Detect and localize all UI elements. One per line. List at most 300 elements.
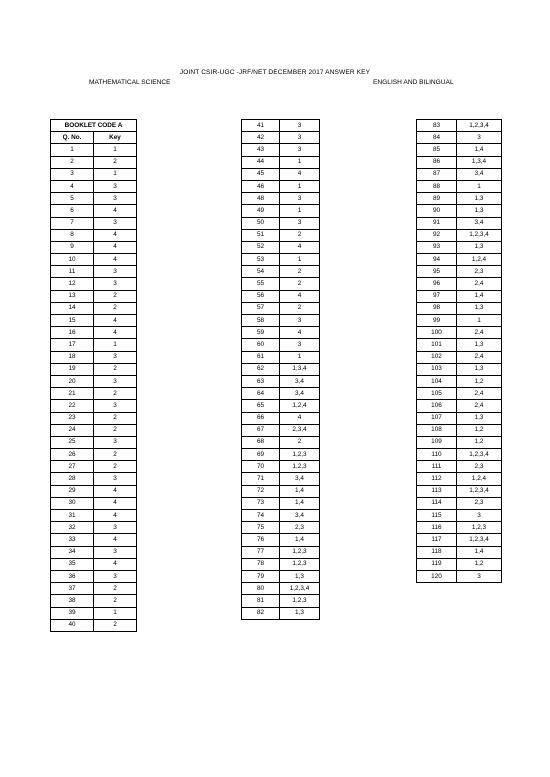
question-number: 87 xyxy=(417,168,457,180)
table-row xyxy=(51,241,137,253)
answer-key: 1,3 xyxy=(457,193,502,205)
question-number: 12 xyxy=(51,278,94,290)
question-number: 57 xyxy=(242,302,280,314)
table-row xyxy=(417,302,502,314)
question-number: 8 xyxy=(51,229,94,241)
table-row xyxy=(242,144,320,156)
table-row xyxy=(242,473,320,485)
table-row xyxy=(51,619,137,631)
question-number: 101 xyxy=(417,339,457,351)
question-number: 79 xyxy=(242,570,280,582)
table-row xyxy=(51,558,137,570)
column-header-row xyxy=(51,132,137,144)
question-number: 30 xyxy=(51,497,94,509)
answer-key: 4 xyxy=(280,412,320,424)
answer-key: 1,3,4 xyxy=(457,156,502,168)
table-row xyxy=(51,363,137,375)
answer-key: 3 xyxy=(94,473,137,485)
question-number: 69 xyxy=(242,449,280,461)
answer-key: 2 xyxy=(94,302,137,314)
answer-key: 2 xyxy=(280,266,320,278)
question-number: 49 xyxy=(242,205,280,217)
table-row xyxy=(417,388,502,400)
answer-key: 1,2,3 xyxy=(280,449,320,461)
answer-key: 1,4 xyxy=(457,144,502,156)
question-number: 35 xyxy=(51,558,94,570)
answer-key: 2,3 xyxy=(280,522,320,534)
question-number: 86 xyxy=(417,156,457,168)
question-number: 109 xyxy=(417,436,457,448)
question-number: 11 xyxy=(51,266,94,278)
answer-key: 1,4 xyxy=(280,485,320,497)
table-row xyxy=(242,534,320,546)
table-row xyxy=(242,546,320,558)
table-row xyxy=(242,436,320,448)
table-row xyxy=(417,120,502,132)
answer-key: 1,3 xyxy=(280,570,320,582)
table-row xyxy=(242,132,320,144)
question-number: 66 xyxy=(242,412,280,424)
table-row xyxy=(417,132,502,144)
answer-key-table-2 xyxy=(241,119,320,620)
answer-key: 1,2 xyxy=(457,558,502,570)
answer-key: 3 xyxy=(94,436,137,448)
answer-key: 1 xyxy=(280,351,320,363)
table-row xyxy=(51,290,137,302)
question-number: 18 xyxy=(51,351,94,363)
table-row xyxy=(242,461,320,473)
table-row xyxy=(51,351,137,363)
table-row xyxy=(242,290,320,302)
answer-key: 3 xyxy=(280,120,320,132)
table-row xyxy=(417,315,502,327)
table-row xyxy=(242,229,320,241)
answer-key: 1,2,4 xyxy=(457,254,502,266)
table-row xyxy=(417,241,502,253)
answer-key: 1 xyxy=(280,156,320,168)
table-row xyxy=(51,546,137,558)
table-row xyxy=(51,412,137,424)
question-number: 117 xyxy=(417,534,457,546)
question-number: 120 xyxy=(417,570,457,582)
table-row xyxy=(51,595,137,607)
question-number: 24 xyxy=(51,424,94,436)
answer-key: 2 xyxy=(280,229,320,241)
subject-label: MATHEMATICAL SCIENCE xyxy=(89,79,171,86)
answer-key: 1,2 xyxy=(457,375,502,387)
question-number: 33 xyxy=(51,534,94,546)
question-number: 111 xyxy=(417,461,457,473)
question-number: 4 xyxy=(51,180,94,192)
question-number: 27 xyxy=(51,461,94,473)
table-row xyxy=(417,144,502,156)
answer-key: 3,4 xyxy=(280,388,320,400)
question-number: 84 xyxy=(417,132,457,144)
answer-key: 3,4 xyxy=(280,473,320,485)
question-number: 93 xyxy=(417,241,457,253)
question-number: 72 xyxy=(242,485,280,497)
table-row xyxy=(51,302,137,314)
answer-key: 2 xyxy=(94,156,137,168)
answer-key: 2 xyxy=(280,436,320,448)
question-number: 76 xyxy=(242,534,280,546)
question-number: 97 xyxy=(417,290,457,302)
question-number: 90 xyxy=(417,205,457,217)
table-row xyxy=(242,315,320,327)
table-row xyxy=(51,485,137,497)
answer-key: 3,4 xyxy=(457,168,502,180)
answer-key: 1,2,3 xyxy=(280,461,320,473)
question-number: 96 xyxy=(417,278,457,290)
answer-key: 1,2,3 xyxy=(457,522,502,534)
table-row xyxy=(51,266,137,278)
answer-key: 1,3,4 xyxy=(280,363,320,375)
table-row xyxy=(51,315,137,327)
table-row xyxy=(242,278,320,290)
table-row xyxy=(242,339,320,351)
question-number: 10 xyxy=(51,254,94,266)
question-number: 82 xyxy=(242,607,280,619)
table-row xyxy=(51,156,137,168)
answer-key: 3,4 xyxy=(457,217,502,229)
question-number: 102 xyxy=(417,351,457,363)
answer-key: 3 xyxy=(94,375,137,387)
question-number: 88 xyxy=(417,180,457,192)
answer-key: 1,2,3,4 xyxy=(457,534,502,546)
table-row xyxy=(242,424,320,436)
question-number: 59 xyxy=(242,327,280,339)
question-number: 74 xyxy=(242,510,280,522)
table-row xyxy=(417,266,502,278)
table-row xyxy=(417,168,502,180)
table-row xyxy=(242,205,320,217)
table-row xyxy=(51,570,137,582)
answer-key: 2,4 xyxy=(457,400,502,412)
table-row xyxy=(242,120,320,132)
question-number: 46 xyxy=(242,180,280,192)
answer-key: 1 xyxy=(94,168,137,180)
answer-key: 1,4 xyxy=(457,546,502,558)
table-row xyxy=(417,522,502,534)
question-number: 110 xyxy=(417,449,457,461)
table-row xyxy=(417,558,502,570)
table-row xyxy=(242,217,320,229)
answer-key: 3 xyxy=(457,132,502,144)
column-header-qno: Q. No. xyxy=(51,132,94,144)
answer-key: 2 xyxy=(94,388,137,400)
question-number: 17 xyxy=(51,339,94,351)
answer-key: 3 xyxy=(280,217,320,229)
table-row xyxy=(242,510,320,522)
answer-key: 1,2,4 xyxy=(280,400,320,412)
table-row xyxy=(417,254,502,266)
question-number: 75 xyxy=(242,522,280,534)
table-row xyxy=(417,461,502,473)
table-row xyxy=(242,449,320,461)
table-row xyxy=(51,424,137,436)
table-row xyxy=(242,180,320,192)
question-number: 42 xyxy=(242,132,280,144)
answer-key: 2 xyxy=(280,278,320,290)
answer-key: 1,2,3,4 xyxy=(457,120,502,132)
answer-key: 2 xyxy=(94,461,137,473)
answer-key: 1 xyxy=(94,144,137,156)
question-number: 19 xyxy=(51,363,94,375)
question-number: 103 xyxy=(417,363,457,375)
table-row xyxy=(417,278,502,290)
question-number: 64 xyxy=(242,388,280,400)
answer-key: 1,2,4 xyxy=(457,473,502,485)
table-row xyxy=(417,290,502,302)
question-number: 23 xyxy=(51,412,94,424)
answer-key: 1,3 xyxy=(457,205,502,217)
table-row xyxy=(51,327,137,339)
table-row xyxy=(242,351,320,363)
question-number: 60 xyxy=(242,339,280,351)
table-row xyxy=(417,375,502,387)
question-number: 7 xyxy=(51,217,94,229)
answer-key: 4 xyxy=(94,497,137,509)
question-number: 99 xyxy=(417,315,457,327)
table-row xyxy=(242,522,320,534)
table-row xyxy=(51,400,137,412)
answer-key: 4 xyxy=(94,485,137,497)
medium-label: ENGLISH AND BILINGUAL xyxy=(373,79,454,86)
question-number: 68 xyxy=(242,436,280,448)
question-number: 48 xyxy=(242,193,280,205)
question-number: 95 xyxy=(417,266,457,278)
question-number: 37 xyxy=(51,583,94,595)
table-row xyxy=(242,193,320,205)
answer-key-table-1 xyxy=(50,119,137,632)
answer-key: 3 xyxy=(94,217,137,229)
answer-key: 1,3 xyxy=(457,412,502,424)
question-number: 6 xyxy=(51,205,94,217)
table-row xyxy=(51,193,137,205)
table-row xyxy=(417,412,502,424)
answer-key: 3 xyxy=(457,570,502,582)
question-number: 65 xyxy=(242,400,280,412)
table-row xyxy=(51,449,137,461)
question-number: 61 xyxy=(242,351,280,363)
answer-key: 2,3 xyxy=(457,266,502,278)
answer-key: 4 xyxy=(94,241,137,253)
answer-key: 4 xyxy=(280,327,320,339)
question-number: 85 xyxy=(417,144,457,156)
answer-key: 2,3 xyxy=(457,461,502,473)
question-number: 43 xyxy=(242,144,280,156)
table-row xyxy=(242,595,320,607)
table-row xyxy=(417,156,502,168)
answer-key: 1,4 xyxy=(280,534,320,546)
table-row xyxy=(51,144,137,156)
answer-key-table-3 xyxy=(416,119,502,583)
answer-key: 2,3 xyxy=(457,497,502,509)
table-row xyxy=(417,327,502,339)
question-number: 39 xyxy=(51,607,94,619)
table-row xyxy=(417,534,502,546)
answer-key: 3 xyxy=(94,180,137,192)
question-number: 25 xyxy=(51,436,94,448)
question-number: 5 xyxy=(51,193,94,205)
question-number: 77 xyxy=(242,546,280,558)
answer-key: 3 xyxy=(94,546,137,558)
question-number: 40 xyxy=(51,619,94,631)
answer-key: 2 xyxy=(94,583,137,595)
answer-key: 1,2,3,4 xyxy=(457,449,502,461)
answer-key: 4 xyxy=(280,241,320,253)
question-number: 78 xyxy=(242,558,280,570)
answer-key: 4 xyxy=(94,510,137,522)
answer-key: 4 xyxy=(94,205,137,217)
question-number: 52 xyxy=(242,241,280,253)
answer-key: 1 xyxy=(457,315,502,327)
table-row xyxy=(242,558,320,570)
question-number: 58 xyxy=(242,315,280,327)
question-number: 16 xyxy=(51,327,94,339)
table-row xyxy=(242,388,320,400)
table-row xyxy=(242,327,320,339)
question-number: 100 xyxy=(417,327,457,339)
question-number: 1 xyxy=(51,144,94,156)
answer-key: 2,4 xyxy=(457,278,502,290)
question-number: 20 xyxy=(51,375,94,387)
question-number: 107 xyxy=(417,412,457,424)
question-number: 34 xyxy=(51,546,94,558)
question-number: 26 xyxy=(51,449,94,461)
answer-key: 3 xyxy=(94,522,137,534)
question-number: 104 xyxy=(417,375,457,387)
question-number: 62 xyxy=(242,363,280,375)
table-row xyxy=(417,193,502,205)
question-number: 21 xyxy=(51,388,94,400)
answer-key: 3 xyxy=(280,315,320,327)
table-row xyxy=(242,302,320,314)
question-number: 80 xyxy=(242,583,280,595)
question-number: 116 xyxy=(417,522,457,534)
question-number: 55 xyxy=(242,278,280,290)
question-number: 36 xyxy=(51,570,94,582)
question-number: 108 xyxy=(417,424,457,436)
answer-key: 3 xyxy=(457,510,502,522)
answer-key: 3,4 xyxy=(280,375,320,387)
question-number: 91 xyxy=(417,217,457,229)
question-number: 83 xyxy=(417,120,457,132)
answer-key: 3 xyxy=(280,144,320,156)
question-number: 31 xyxy=(51,510,94,522)
question-number: 70 xyxy=(242,461,280,473)
question-number: 56 xyxy=(242,290,280,302)
question-number: 112 xyxy=(417,473,457,485)
table-row xyxy=(417,205,502,217)
table-row xyxy=(417,363,502,375)
answer-key: 1 xyxy=(94,607,137,619)
question-number: 14 xyxy=(51,302,94,314)
answer-key: 2,4 xyxy=(457,327,502,339)
table-row xyxy=(417,229,502,241)
answer-key: 1 xyxy=(94,339,137,351)
question-number: 54 xyxy=(242,266,280,278)
table-row xyxy=(51,436,137,448)
answer-key: 1,3 xyxy=(280,607,320,619)
table-row xyxy=(417,424,502,436)
answer-key: 3 xyxy=(94,278,137,290)
question-number: 71 xyxy=(242,473,280,485)
table-row xyxy=(51,510,137,522)
answer-key: 1,2,3 xyxy=(280,558,320,570)
answer-key: 1 xyxy=(457,180,502,192)
answer-key: 1,4 xyxy=(280,497,320,509)
table-row xyxy=(417,473,502,485)
question-number: 15 xyxy=(51,315,94,327)
table-row xyxy=(417,436,502,448)
table-row xyxy=(417,485,502,497)
answer-key: 2 xyxy=(94,412,137,424)
answer-key: 1,2,3,4 xyxy=(457,229,502,241)
answer-key: 1 xyxy=(280,205,320,217)
table-row xyxy=(51,217,137,229)
answer-key: 3 xyxy=(94,400,137,412)
table-row xyxy=(51,607,137,619)
answer-key: 2,4 xyxy=(457,388,502,400)
answer-key: 1 xyxy=(280,254,320,266)
table-row xyxy=(51,461,137,473)
question-number: 53 xyxy=(242,254,280,266)
answer-key: 1,3 xyxy=(457,302,502,314)
table-row xyxy=(51,388,137,400)
question-number: 119 xyxy=(417,558,457,570)
answer-key: 1 xyxy=(280,180,320,192)
table-row xyxy=(51,339,137,351)
question-number: 118 xyxy=(417,546,457,558)
answer-key: 2 xyxy=(94,449,137,461)
table-row xyxy=(242,497,320,509)
table-row xyxy=(242,168,320,180)
question-number: 51 xyxy=(242,229,280,241)
question-number: 98 xyxy=(417,302,457,314)
table-row xyxy=(417,570,502,582)
booklet-code: BOOKLET CODE A xyxy=(51,120,137,132)
table-row xyxy=(51,497,137,509)
answer-key: 1,3 xyxy=(457,241,502,253)
table-row xyxy=(51,534,137,546)
question-number: 67 xyxy=(242,424,280,436)
table-row xyxy=(51,205,137,217)
answer-key: 2 xyxy=(94,363,137,375)
answer-key: 4 xyxy=(280,168,320,180)
table-row xyxy=(242,400,320,412)
table-row xyxy=(242,156,320,168)
question-number: 41 xyxy=(242,120,280,132)
table-row xyxy=(242,607,320,619)
question-number: 22 xyxy=(51,400,94,412)
question-number: 28 xyxy=(51,473,94,485)
answer-key: 1,2,3 xyxy=(280,595,320,607)
table-row xyxy=(242,363,320,375)
answer-key: 4 xyxy=(94,254,137,266)
question-number: 89 xyxy=(417,193,457,205)
answer-key: 1,3 xyxy=(457,363,502,375)
question-number: 50 xyxy=(242,217,280,229)
answer-key: 3 xyxy=(94,570,137,582)
question-number: 81 xyxy=(242,595,280,607)
table-row xyxy=(51,229,137,241)
answer-key: 3 xyxy=(280,193,320,205)
question-number: 106 xyxy=(417,400,457,412)
question-number: 44 xyxy=(242,156,280,168)
question-number: 32 xyxy=(51,522,94,534)
question-number: 3 xyxy=(51,168,94,180)
